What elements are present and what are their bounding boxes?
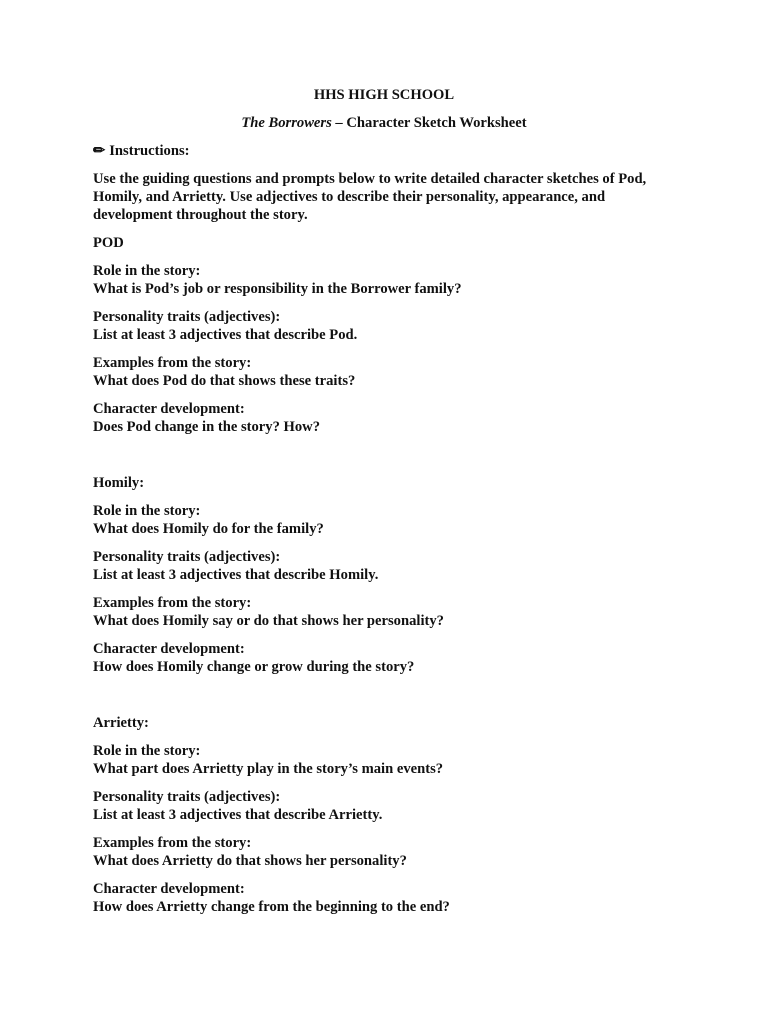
prompt-arrietty-traits [93,788,675,824]
worksheet-title-rest: – Character Sketch Worksheet [331,115,527,131]
prompt-label: Personality traits (adjectives): [93,789,281,805]
prompt-label: Role in the story: [93,503,201,519]
prompt-label: Character development: [93,401,245,417]
character-name-homily: Homily: [93,475,145,491]
prompt-homily-traits [93,548,675,584]
prompt-label: Character development: [93,641,245,657]
pencil-icon: ✏ [93,143,106,159]
prompt-label: Personality traits (adjectives): [93,309,281,325]
prompt-question: List at least 3 adjectives that describe Pod. [93,327,358,343]
prompt-question: What does Homily do for the family? [93,521,324,537]
prompt-homily-examples [93,594,675,630]
prompt-pod-role [93,262,675,298]
book-title: The Borrowers [241,115,332,131]
school-name: HHS HIGH SCHOOL [313,87,455,103]
prompt-question: Does Pod change in the story? How? [93,419,321,435]
prompt-homily-development [93,640,675,676]
prompt-label: Role in the story: [93,743,201,759]
section-spacer [93,676,675,704]
prompt-question: What is Pod’s job or responsibility in the Borrower family? [93,281,462,297]
prompt-pod-traits [93,308,675,344]
character-name-arrietty: Arrietty: [93,715,149,731]
prompt-label: Role in the story: [93,263,201,279]
prompt-question: What part does Arrietty play in the story’s main events? [93,761,444,777]
prompt-label: Examples from the story: [93,835,252,851]
prompt-question: List at least 3 adjectives that describe Homily. [93,567,379,583]
prompt-arrietty-examples [93,834,675,870]
instructions-heading: Instructions: [109,143,190,159]
prompt-arrietty-development [93,880,675,916]
prompt-pod-examples [93,354,675,390]
instructions-heading-row [93,142,675,160]
prompt-homily-role [93,502,675,538]
prompt-question: What does Pod do that shows these traits? [93,373,356,389]
worksheet-title [93,114,675,133]
prompt-label: Examples from the story: [93,355,252,371]
prompt-arrietty-role [93,742,675,778]
prompt-label: Character development: [93,881,245,897]
instructions-body: Use the guiding questions and prompts below to write detailed character sketches of Pod, Homily, and Arrietty. Use adjectives to describe their personality, appearance, and development throughout the story. [93,171,647,223]
prompt-label: Personality traits (adjectives): [93,549,281,565]
prompt-question: What does Homily say or do that shows her personality? [93,613,444,629]
prompt-question: How does Homily change or grow during the story? [93,659,415,675]
worksheet-page [93,86,675,916]
prompt-question: List at least 3 adjectives that describe Arrietty. [93,807,383,823]
section-spacer [93,436,675,464]
prompt-pod-development [93,400,675,436]
prompt-question: How does Arrietty change from the beginning to the end? [93,899,450,915]
prompt-question: What does Arrietty do that shows her personality? [93,853,407,869]
prompt-label: Examples from the story: [93,595,252,611]
character-name-pod: POD [93,235,124,251]
